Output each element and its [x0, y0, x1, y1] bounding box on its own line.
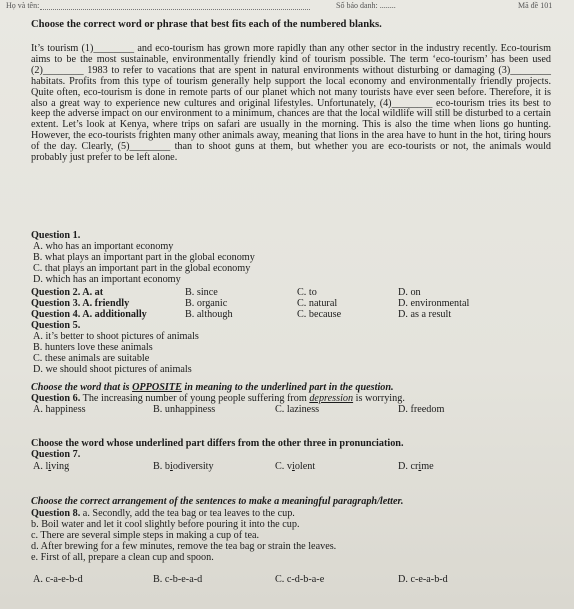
q3-option-c[interactable]: C. natural: [297, 298, 338, 309]
question-6-label: Question 6.: [31, 393, 81, 404]
header-exam-code: Mã đề 101: [518, 1, 553, 10]
q7-d-underlined: i: [418, 461, 422, 472]
question-4-row: [31, 309, 147, 320]
q5-option-c[interactable]: C. these animals are suitable: [33, 353, 150, 364]
question-8-sentence-a: a. Secondly, add the tea bag or tea leaves to the cup.: [80, 508, 295, 519]
q4-option-c[interactable]: C. because: [297, 309, 342, 320]
q6-option-d[interactable]: D. freedom: [398, 404, 445, 415]
section2-instruction: [31, 382, 394, 393]
section2-instruction-key: OPPOSITE: [132, 382, 182, 393]
question-8-stem: [31, 508, 295, 519]
header-dotted-line: [40, 9, 310, 10]
question-6-underlined-word: depression: [309, 393, 354, 404]
question-6-text-end: is worrying.: [353, 393, 405, 404]
question-2-row: [31, 287, 103, 298]
q2-label-option-a[interactable]: Question 2. A. at: [31, 287, 104, 298]
q8-sentence-b: b. Boil water and let it cool slightly before pouring it into the cup.: [31, 519, 300, 530]
q5-option-d[interactable]: D. we should shoot pictures of animals: [33, 364, 192, 375]
q4-option-d[interactable]: D. as a result: [398, 309, 452, 320]
section4-instruction: Choose the correct arrangement of the sentences to make a meaningful paragraph/letter.: [31, 496, 404, 507]
question-8-sentences: [31, 519, 336, 563]
q7-b-suffix: odiversity: [172, 461, 214, 472]
q2-option-b[interactable]: B. since: [185, 287, 218, 298]
q1-option-b[interactable]: B. what plays an important part in the global economy: [33, 252, 255, 263]
q6-option-c[interactable]: C. laziness: [275, 404, 320, 415]
q8-sentence-e: e. First of all, prepare a clean cup and spoon.: [31, 552, 214, 563]
q3-option-d[interactable]: D. environmental: [398, 298, 470, 309]
section1-title: Choose the correct word or phrase that best fits each of the numbered blanks.: [31, 19, 382, 30]
question-8-label: Question 8.: [31, 508, 81, 519]
header-candidate-number: Số báo danh: ........: [336, 1, 396, 10]
q7-b-prefix: B. b: [153, 461, 170, 472]
reading-passage: [31, 44, 551, 164]
section3-instruction: Choose the word whose underlined part differs from the other three in pronunciation.: [31, 438, 404, 449]
passage-paragraph: It’s tourism (1)________ and eco-tourism has grown more rapidly than any other sector in the industry recently. Eco-tourism aims to be the most sustainable, environmentally friendly kind of tourism possible. The term ‘eco-tourism’ has been used (2)________ 1983 to refer to vacations that are spent in natural environments without disturbing or damaging (3)________ habitats. Profits from this type of tourism generally help support the local economy and environmentally friendly projects. Quite often, eco-tourism is done in remote parts of our planet which not many tourists have ever seen before. Therefore, it is also a great way to experience new cultures and original lifestyles. Unfortunately, (4)________ eco-tourism tries its best to keep the adverse impact on our environment to a minimum, chances are that the local wildlife will still be disturbed to a certain extent. Let’s look at Kenya, where trips on safari are usually in the morning. This is also the time when lions go hunting. However, the eco-tourists frighten many other animals away, meaning that lions in the area have to hunt in the hot, tiring hours of the day. Clearly, (5)________ than to shoot guns at them, but whether you are eco-tourists or not, the animals would probably just prefer to be left alone.: [31, 43, 551, 164]
question-5-options: [33, 331, 199, 375]
section2-instruction-pre: Choose the word that is: [31, 382, 133, 393]
q7-a-prefix: A. l: [33, 461, 49, 472]
q1-option-d[interactable]: D. which has an important economy: [33, 274, 181, 285]
q7-option-c[interactable]: [275, 461, 315, 472]
q7-d-suffix: me: [421, 461, 434, 472]
q4-label-option-a[interactable]: Question 4. A. additionally: [31, 309, 147, 320]
q1-option-a[interactable]: A. who has an important economy: [33, 241, 174, 252]
header-name: Họ và tên:: [6, 1, 40, 10]
q7-d-prefix: D. cr: [398, 461, 419, 472]
question-1-label: Question 1.: [31, 230, 81, 241]
q7-c-underlined: i: [291, 461, 295, 472]
q7-a-suffix: ving: [51, 461, 70, 472]
q2-option-d[interactable]: D. on: [398, 287, 421, 298]
question-5-label: Question 5.: [31, 320, 81, 331]
section2-instruction-post: in meaning to the underlined part in the question.: [181, 382, 394, 393]
question-6-stem: [31, 393, 405, 404]
q1-option-c[interactable]: C. that plays an important part in the global economy: [33, 263, 251, 274]
q2-option-c[interactable]: C. to: [297, 287, 317, 298]
q8-option-d[interactable]: D. c-e-a-b-d: [398, 574, 448, 585]
q3-label-option-a[interactable]: Question 3. A. friendly: [31, 298, 130, 309]
q7-c-prefix: C. v: [275, 461, 292, 472]
question-6-text: The increasing number of young people suffering from: [80, 393, 310, 404]
q4-option-b[interactable]: B. although: [185, 309, 233, 320]
q7-a-underlined: i: [48, 461, 52, 472]
q8-sentence-c: c. There are several simple steps in making a cup of tea.: [31, 530, 260, 541]
q7-option-b[interactable]: [153, 461, 214, 472]
q7-option-a[interactable]: [33, 461, 69, 472]
q7-c-suffix: olent: [294, 461, 316, 472]
question-3-row: [31, 298, 129, 309]
q7-b-underlined: i: [169, 461, 173, 472]
question-1-options: [33, 241, 255, 285]
q5-option-a[interactable]: A. it’s better to shoot pictures of animals: [33, 331, 199, 342]
q8-option-b[interactable]: B. c-b-e-a-d: [153, 574, 203, 585]
q6-option-a[interactable]: A. happiness: [33, 404, 86, 415]
q3-option-b[interactable]: B. organic: [185, 298, 228, 309]
q6-option-b[interactable]: B. unhappiness: [153, 404, 216, 415]
q8-option-a[interactable]: A. c-a-e-b-d: [33, 574, 83, 585]
q5-option-b[interactable]: B. hunters love these animals: [33, 342, 153, 353]
header-strip: [0, 0, 574, 12]
question-7-label: Question 7.: [31, 449, 81, 460]
q7-option-d[interactable]: [398, 461, 434, 472]
q8-option-c[interactable]: C. c-d-b-a-e: [275, 574, 325, 585]
q8-sentence-d: d. After brewing for a few minutes, remove the tea bag or strain the leaves.: [31, 541, 337, 552]
